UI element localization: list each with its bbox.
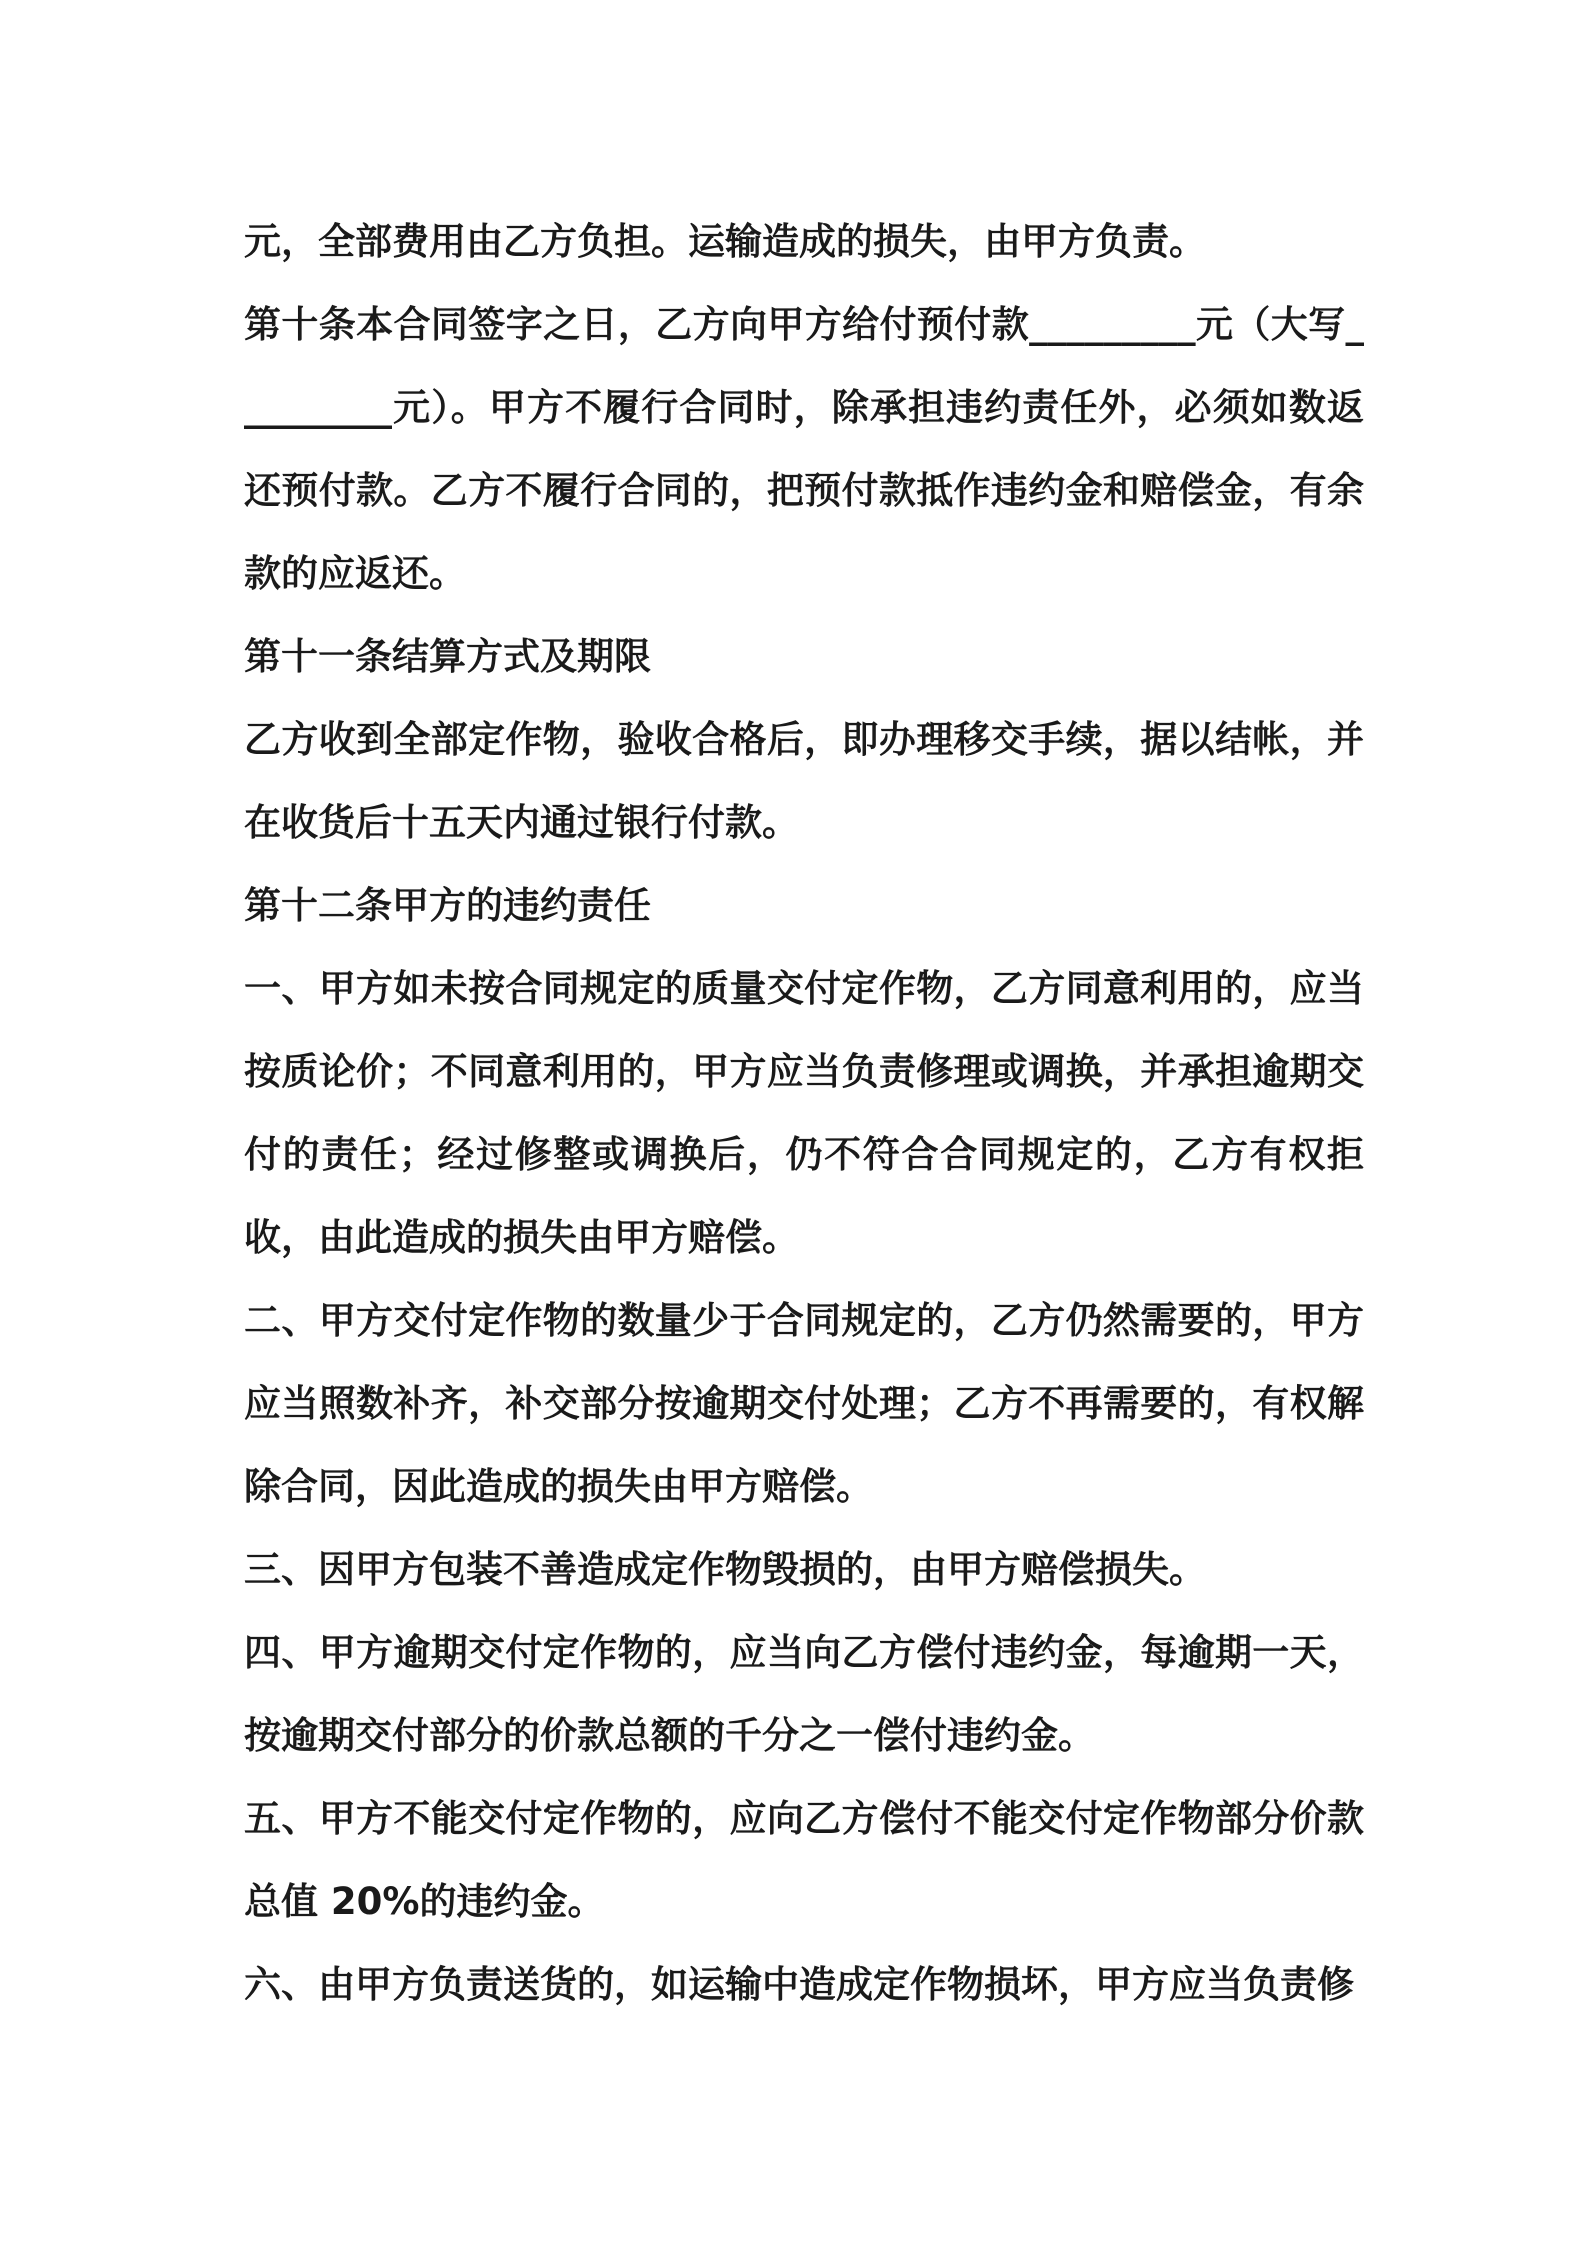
paragraph-clause-3: 三、因甲方包装不善造成定作物毁损的，由甲方赔偿损失。 <box>244 1548 1206 1591</box>
paragraph-settlement: 乙方收到全部定作物，验收合格后，即办理移交手续，据以结帐，并在收货后十五天内通过银行付款。 <box>244 718 1364 844</box>
paragraph-clause-1: 一、甲方如未按合同规定的质量交付定作物，乙方同意利用的，应当按质论价；不同意利用的，甲方应当负责修理或调换，并承担逾期交付的责任；经过修整或调换后，仍不符合合同规定的，乙方有权拒收，由此造成的损失由甲方赔偿。 <box>244 967 1364 1259</box>
paragraph-clause-2: 二、甲方交付定作物的数量少于合同规定的，乙方仍然需要的，甲方应当照数补齐，补交部分按逾期交付处理；乙方不再需要的，有权解除合同，因此造成的损失由甲方赔偿。 <box>244 1299 1364 1508</box>
heading-article-12: 第十二条甲方的违约责任 <box>244 884 651 927</box>
heading-article-11: 第十一条结算方式及期限 <box>244 635 651 678</box>
paragraph-transport-cost: 元，全部费用由乙方负担。运输造成的损失，由甲方负责。 <box>244 220 1206 263</box>
paragraph-article-10: 第十条本合同签字之日，乙方向甲方给付预付款_________元（大写_________元）。甲方不履行合同时，除承担违约责任外，必须如数返还预付款。乙方不履行合同的，把预付款抵作违约金和赔偿金，有余款的应返还。 <box>244 303 1364 595</box>
paragraph-clause-6: 六、由甲方负责送货的，如运输中造成定作物损坏，甲方应当负责修 <box>244 1963 1354 2006</box>
document-body <box>244 200 1364 2026</box>
paragraph-clause-4: 四、甲方逾期交付定作物的，应当向乙方偿付违约金，每逾期一天，按逾期交付部分的价款总额的千分之一偿付违约金。 <box>244 1631 1364 1757</box>
paragraph-clause-5: 五、甲方不能交付定作物的，应向乙方偿付不能交付定作物部分价款总值 20%的违约金。 <box>244 1797 1364 1923</box>
